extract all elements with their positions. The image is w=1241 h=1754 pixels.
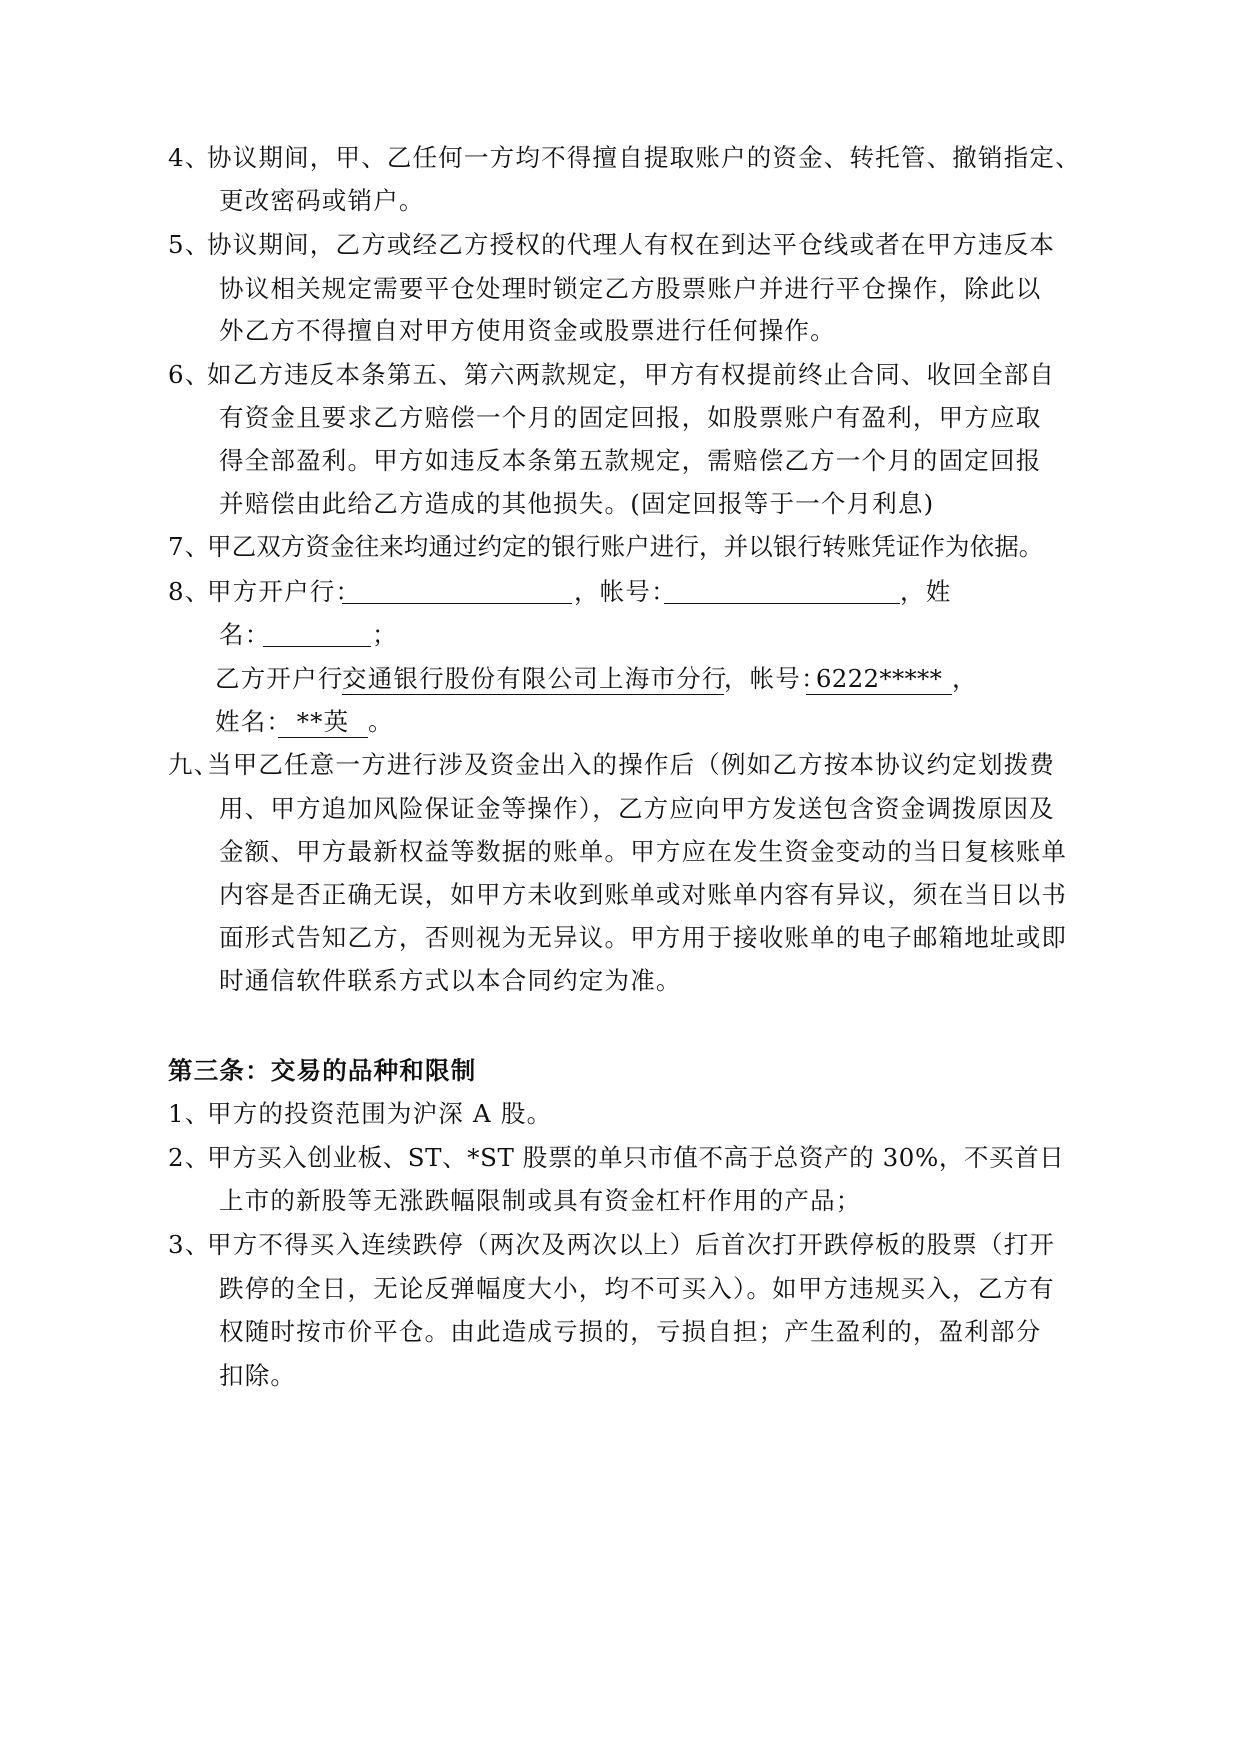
item-6-line-3: 得全部盈利。甲方如违反本条第五款规定，需赔偿乙方一个月的固定回报 [219,446,1042,475]
party-b-name-value: **英 [278,707,368,738]
item-9-line-4: 内容是否正确无误，如甲方未收到账单或对账单内容有异议，须在当日以书 [219,880,1068,909]
item-8-number: 8、 [168,577,211,606]
item-5-line-2: 协议相关规定需要平仓处理时锁定乙方股票账户并进行平仓操作，除此以 [219,274,1042,303]
party-a-name-label: 名： [219,620,271,649]
article-3-item-3-line-1: 甲方不得买入连续跌停（两次及两次以上）后首次打开跌停板的股票（打开 [207,1230,1056,1259]
party-a-name-field [263,618,371,652]
article-3-item-3-line-2: 跌停的全日，无论反弹幅度大小，均不可买入）。如甲方违规买入，乙方有 [219,1274,1055,1303]
article-3-item-2-number: 2、 [168,1143,211,1172]
party-b-account-end: ， [952,664,978,693]
item-6-line-2: 有资金且要求乙方赔偿一个月的固定回报，如股票账户有盈利，甲方应取 [219,403,1042,432]
item-7-number: 7、 [168,532,211,561]
item-9-number: 九、 [168,750,220,779]
article-3-item-1-line-1: 甲方的投资范围为沪深 A 股。 [207,1099,553,1128]
party-a-account-field [664,575,900,609]
item-4-line-2: 更改密码或销户。 [219,186,425,215]
party-a-bank-field [342,575,572,609]
item-9-line-6: 时通信软件联系方式以本合同约定为准。 [219,966,682,995]
article-3-item-3-line-4: 扣除。 [219,1361,297,1390]
item-5-line-3: 外乙方不得擅自对甲方使用资金或股票进行任何操作。 [219,316,836,345]
article-3-item-3-line-3: 权随时按市价平仓。由此造成亏损的，亏损自担；产生盈利的，盈利部分 [219,1317,1042,1346]
item-9-line-1: 当甲乙任意一方进行涉及资金出入的操作后（例如乙方按本协议约定划拨费 [207,750,1056,779]
item-5-number: 5、 [168,230,211,259]
item-4-line-1: 协议期间，甲、乙任何一方均不得擅自提取账户的资金、转托管、撤销指定、 [207,143,1081,172]
party-a-account-label: ，帐号： [574,577,677,606]
item-7-line-1: 甲乙双方资金往来均通过约定的银行账户进行，并以银行转账凭证作为依据。 [207,532,1044,561]
article-3-heading: 第三条：交易的品种和限制 [168,1056,477,1085]
article-3-item-1-number: 1、 [168,1099,211,1128]
article-3-item-2-line-1: 甲方买入创业板、ST、*ST 股票的单只市值不高于总资产的 30%，不买首日 [207,1143,1065,1172]
party-b-bank-value-wrap [342,662,728,696]
item-4-number: 4、 [168,143,211,172]
item-6-line-4: 并赔偿由此给乙方造成的其他损失。(固定回报等于一个月利息) [219,489,935,518]
party-b-bank-value: 交通银行股份有限公司上海市分行 [342,664,728,693]
party-b-account-value-wrap [806,662,952,696]
item-6-line-1: 如乙方违反本条第五、第六两款规定，甲方有权提前终止合同、收回全部自 [207,360,1056,389]
party-a-name-label-start: ，姓 [900,577,952,606]
item-9-line-2: 用、甲方追加风险保证金等操作），乙方应向甲方发送包含资金调拨原因及 [219,794,1055,823]
party-b-bank-label: 乙方开户行： [215,664,370,693]
party-b-name-end: 。 [368,707,394,736]
party-b-account-value: 6222***** [806,664,952,695]
article-3-item-3-number: 3、 [168,1230,211,1259]
party-b-account-label: ，帐号： [724,664,827,693]
party-b-name-label: 姓名： [215,707,293,736]
party-b-name-value-wrap [278,705,368,739]
item-9-line-5: 面形式告知乙方，否则视为无异议。甲方用于接收账单的电子邮箱地址或即 [219,923,1068,952]
party-a-name-end: ； [372,620,398,649]
item-6-number: 6、 [168,360,211,389]
item-5-line-1: 协议期间，乙方或经乙方授权的代理人有权在到达平仓线或者在甲方违反本 [207,230,1056,259]
party-a-bank-label: 甲方开户行： [207,577,362,606]
item-9-line-3: 金额、甲方最新权益等数据的账单。甲方应在发生资金变动的当日复核账单 [219,837,1068,866]
article-3-item-2-line-2: 上市的新股等无涨跌幅限制或具有资金杠杆作用的产品； [219,1186,862,1215]
